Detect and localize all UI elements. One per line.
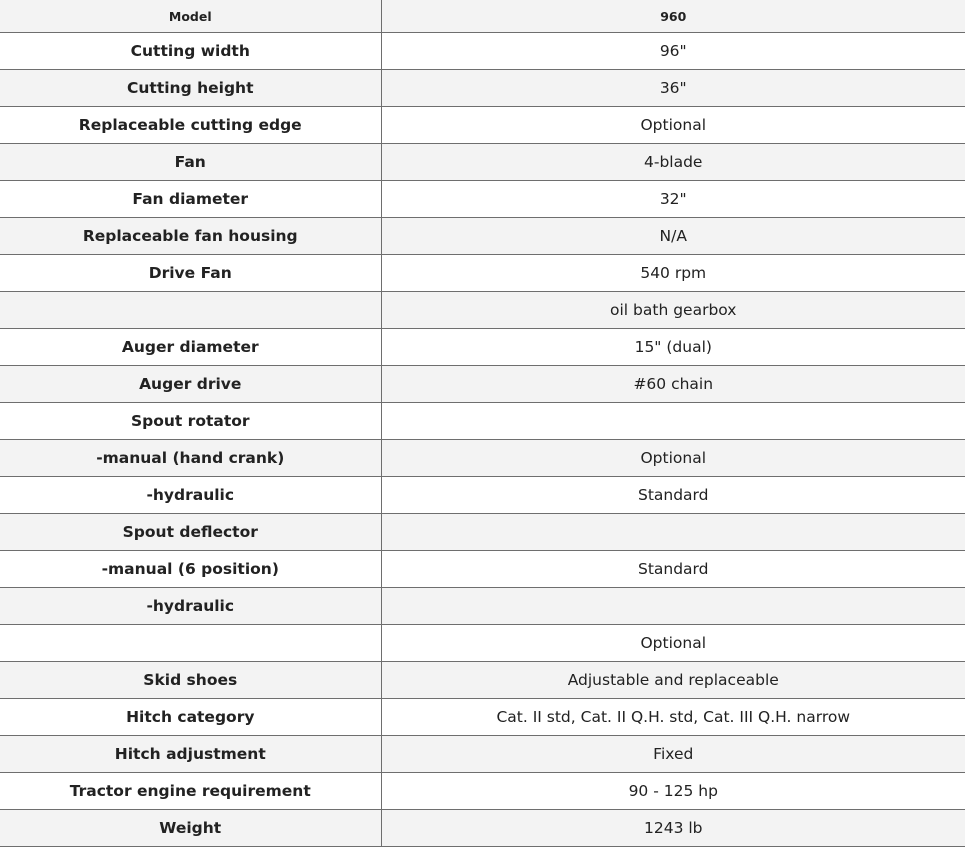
row-value: 96" bbox=[381, 33, 965, 70]
table-row bbox=[0, 107, 965, 144]
row-label: Hitch category bbox=[0, 699, 381, 736]
table-row bbox=[0, 440, 965, 477]
row-label: Hitch adjustment bbox=[0, 736, 381, 773]
row-value: Standard bbox=[381, 477, 965, 514]
row-value: Optional bbox=[381, 625, 965, 662]
row-label: Spout deflector bbox=[0, 514, 381, 551]
row-label: Drive Fan bbox=[0, 255, 381, 292]
row-value: 15" (dual) bbox=[381, 329, 965, 366]
row-value: 36" bbox=[381, 70, 965, 107]
table-row bbox=[0, 662, 965, 699]
row-label: Replaceable fan housing bbox=[0, 218, 381, 255]
table-row bbox=[0, 292, 965, 329]
row-label: Spout rotator bbox=[0, 403, 381, 440]
header-value-cell: 960 bbox=[381, 0, 965, 33]
row-label: Skid shoes bbox=[0, 662, 381, 699]
row-value: Standard bbox=[381, 551, 965, 588]
table-row bbox=[0, 810, 965, 847]
table-row bbox=[0, 218, 965, 255]
table-row bbox=[0, 144, 965, 181]
row-label: Fan diameter bbox=[0, 181, 381, 218]
table-row bbox=[0, 181, 965, 218]
row-value: Fixed bbox=[381, 736, 965, 773]
row-value: Adjustable and replaceable bbox=[381, 662, 965, 699]
table-row bbox=[0, 625, 965, 662]
table-header-row bbox=[0, 0, 965, 33]
row-label: -hydraulic bbox=[0, 588, 381, 625]
row-value bbox=[381, 514, 965, 551]
table-row bbox=[0, 477, 965, 514]
row-label: Fan bbox=[0, 144, 381, 181]
row-value: Optional bbox=[381, 440, 965, 477]
table-row bbox=[0, 366, 965, 403]
row-label: Auger diameter bbox=[0, 329, 381, 366]
row-label: Cutting width bbox=[0, 33, 381, 70]
table-row bbox=[0, 588, 965, 625]
row-value: 90 - 125 hp bbox=[381, 773, 965, 810]
table-row bbox=[0, 699, 965, 736]
row-label: Replaceable cutting edge bbox=[0, 107, 381, 144]
row-value: N/A bbox=[381, 218, 965, 255]
row-label: Weight bbox=[0, 810, 381, 847]
table-row bbox=[0, 255, 965, 292]
row-label: Auger drive bbox=[0, 366, 381, 403]
table-row bbox=[0, 329, 965, 366]
row-value: #60 chain bbox=[381, 366, 965, 403]
row-label: -hydraulic bbox=[0, 477, 381, 514]
row-label bbox=[0, 625, 381, 662]
row-value: Cat. II std, Cat. II Q.H. std, Cat. III Q.H. narrow bbox=[381, 699, 965, 736]
row-label: Tractor engine requirement bbox=[0, 773, 381, 810]
table-row bbox=[0, 514, 965, 551]
row-value: 540 rpm bbox=[381, 255, 965, 292]
table-row bbox=[0, 70, 965, 107]
row-value: 1243 lb bbox=[381, 810, 965, 847]
row-value: oil bath gearbox bbox=[381, 292, 965, 329]
table-row bbox=[0, 736, 965, 773]
row-label: -manual (6 position) bbox=[0, 551, 381, 588]
table-row bbox=[0, 551, 965, 588]
row-value: Optional bbox=[381, 107, 965, 144]
table-row bbox=[0, 403, 965, 440]
row-value: 4-blade bbox=[381, 144, 965, 181]
row-label: -manual (hand crank) bbox=[0, 440, 381, 477]
row-value: 32" bbox=[381, 181, 965, 218]
row-value bbox=[381, 403, 965, 440]
header-label-cell: Model bbox=[0, 0, 381, 33]
row-label bbox=[0, 292, 381, 329]
table-row bbox=[0, 773, 965, 810]
row-label: Cutting height bbox=[0, 70, 381, 107]
table-row bbox=[0, 33, 965, 70]
row-value bbox=[381, 588, 965, 625]
